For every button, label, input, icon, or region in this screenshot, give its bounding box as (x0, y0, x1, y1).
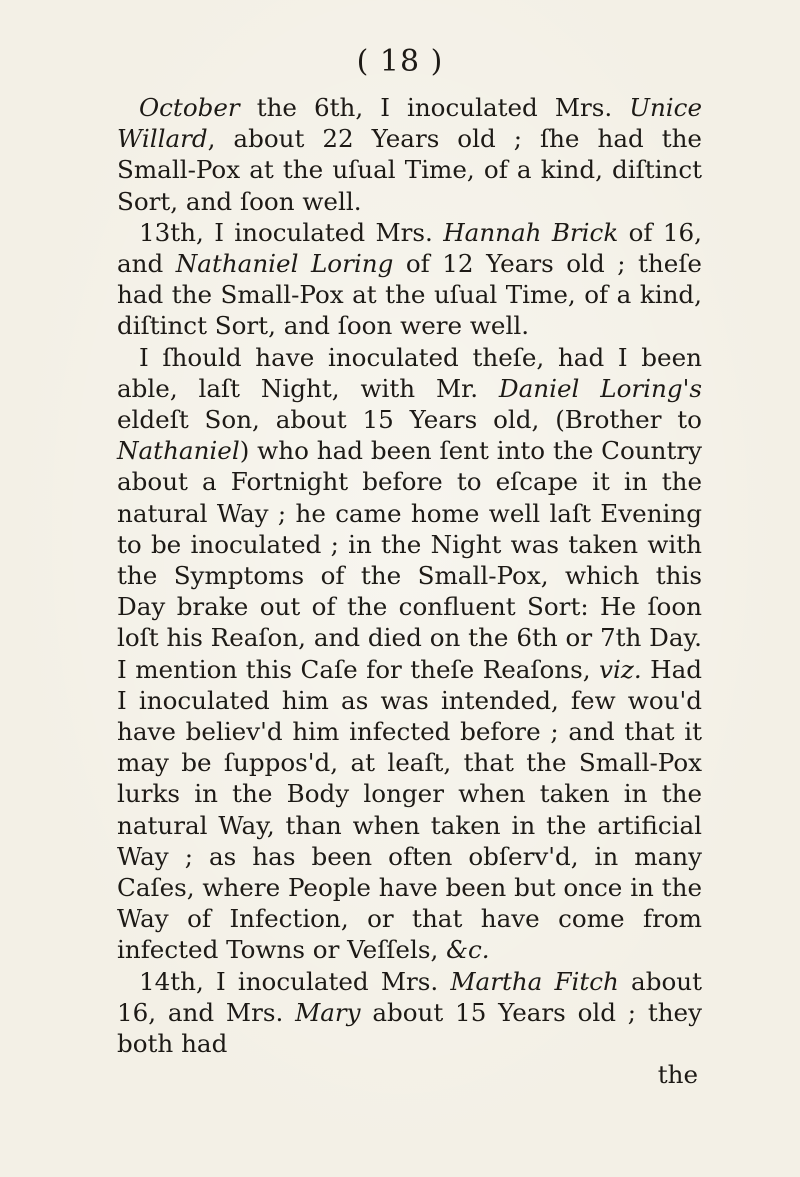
paragraph-13th (117, 217, 702, 342)
paragraph-loring-son (117, 342, 702, 966)
text-run: Martha Fitch (450, 966, 619, 996)
text-run: about 16, and Mrs. (117, 966, 702, 1027)
text-run: , about 22 Years old ; ſhe had the Small-Pox at the uſual Time, of a kind, diſtinct Sort, and ſoon well. (117, 124, 702, 216)
text-run: Mary (295, 997, 361, 1027)
text-run: the 6th, I inoculated Mrs. (239, 93, 630, 122)
text-run: &c. (446, 935, 490, 965)
catchword: the (657, 1060, 698, 1090)
text-run: eldeſt Son, about 15 Years old, (Brother to (117, 405, 702, 435)
text-run: Daniel Loring's (498, 373, 702, 403)
paragraph-october-6 (117, 92, 702, 217)
text-run: Nathaniel (117, 436, 240, 466)
text-run: I ſhould have inoculated theſe, had I been able, laſt Night, with Mr. (117, 342, 702, 403)
body-text (117, 92, 702, 1091)
text-run: 14th, I inoculated Mrs. (139, 966, 451, 996)
text-run: of 12 Years old ; theſe had the Small-Pox at the uſual Time, of a kind, diſtinct Sort, and ſoon were well. (117, 249, 702, 341)
paragraph-14th (117, 966, 702, 1060)
text-run: 13th, I inoculated Mrs. (139, 217, 444, 247)
text-run: October (139, 93, 240, 122)
text-run: Had I inoculated him as was intended, few wou'd have believ'd him infected before ; and that it may be ſuppos'd, at leaſt, that the Small-Pox lurks in the Body longer when taken in the natural Way, than when taken in the artificial Way ; as has been often obſerv'd, in many Caſes, where People have been but once in the Way of Infection, or that have come from infected Towns or Veſſels, (117, 654, 702, 965)
text-run: viz. (599, 654, 642, 684)
text-run: Nathaniel Loring (175, 249, 394, 279)
text-run: of 16, and (117, 217, 702, 279)
text-run: ) who had been ſent into the Country about a Fortnight before to eſcape it in the natural Way ; he came home well laſt Evening to be inoculated ; in the Night was taken with the Symptoms of the Small-Pox, which this Day brake out of the confluent Sort: He ſoon loſt his Reaſon, and died on the 6th or 7th Day. I mention this Caſe for theſe Reaſons, (117, 436, 702, 684)
page-number: ( 18 ) (356, 44, 444, 79)
text-run: Unice Willard (117, 93, 702, 154)
text-run: Hannah Brick (443, 217, 619, 247)
text-run: about 15 Years old ; they both had (117, 997, 702, 1059)
